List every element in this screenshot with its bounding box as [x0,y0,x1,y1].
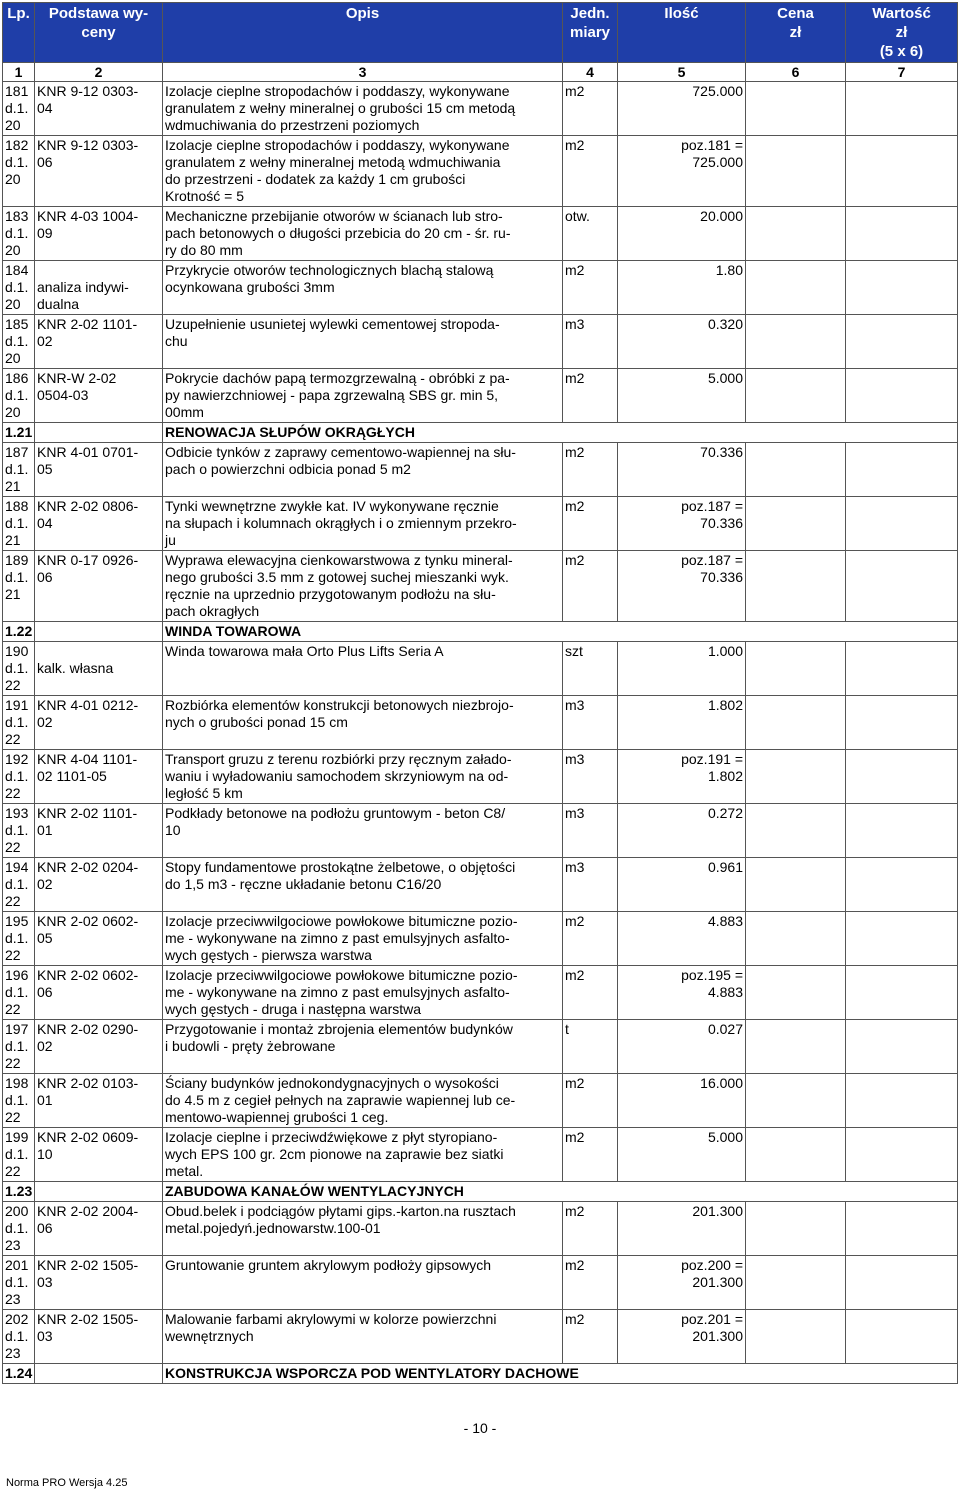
quantity: 725.000 [618,82,746,136]
item-description: Uzupełnienie usunietej wylewki cementowej stropoda- chu [163,315,563,369]
column-number-row [3,63,958,82]
unit-price [746,804,846,858]
column-number: 6 [746,63,846,82]
empty-cell [35,423,163,443]
item-number: 201 d.1. 23 [3,1256,35,1310]
total-value [846,443,958,497]
item-description: Przygotowanie i montaż zbrojenia elementów budynków i budowli - pręty żebrowane [163,1020,563,1074]
table-row [3,1202,958,1256]
table-row [3,858,958,912]
quantity: poz.181 = 725.000 [618,136,746,207]
header-qty: Ilość [618,3,746,63]
table-row [3,1256,958,1310]
unit-of-measure: m2 [563,261,618,315]
section-number: 1.22 [3,622,35,642]
item-number: 184 d.1. 20 [3,261,35,315]
table-body [3,82,958,1384]
quantity: 5.000 [618,1128,746,1182]
quantity: 1.80 [618,261,746,315]
item-number: 186 d.1. 20 [3,369,35,423]
total-value [846,82,958,136]
section-title: KONSTRUKCJA WSPORCZA POD WENTYLATORY DACHOWE [163,1364,958,1384]
item-number: 202 d.1. 23 [3,1310,35,1364]
quantity: 1.802 [618,696,746,750]
unit-price [746,136,846,207]
pricing-basis: KNR 2-02 0103- 01 [35,1074,163,1128]
column-number: 5 [618,63,746,82]
column-number: 4 [563,63,618,82]
pricing-basis: KNR 2-02 0602- 05 [35,912,163,966]
table-row [3,315,958,369]
item-number: 185 d.1. 20 [3,315,35,369]
table-row [3,750,958,804]
unit-price [746,750,846,804]
quantity: 201.300 [618,1202,746,1256]
item-number: 187 d.1. 21 [3,443,35,497]
quantity: 20.000 [618,207,746,261]
quantity: poz.191 = 1.802 [618,750,746,804]
total-value [846,642,958,696]
total-value [846,136,958,207]
quantity: 0.027 [618,1020,746,1074]
pricing-basis: KNR 2-02 1505- 03 [35,1256,163,1310]
pricing-basis: KNR 4-03 1004- 09 [35,207,163,261]
unit-price [746,551,846,622]
section-title: WINDA TOWAROWA [163,622,958,642]
table-row [3,696,958,750]
software-version: Norma PRO Wersja 4.25 [6,1477,128,1489]
unit-price [746,912,846,966]
total-value [846,207,958,261]
pricing-basis: KNR 4-04 1101- 02 1101-05 [35,750,163,804]
section-number: 1.24 [3,1364,35,1384]
unit-of-measure: m2 [563,497,618,551]
unit-price [746,1128,846,1182]
item-number: 188 d.1. 21 [3,497,35,551]
column-number: 7 [846,63,958,82]
table-row [3,207,958,261]
table-row [3,1074,958,1128]
section-number: 1.23 [3,1182,35,1202]
unit-of-measure: m2 [563,1310,618,1364]
pricing-basis: KNR 4-01 0701- 05 [35,443,163,497]
total-value [846,1128,958,1182]
unit-of-measure: m2 [563,551,618,622]
total-value [846,315,958,369]
unit-of-measure: m3 [563,858,618,912]
unit-price [746,369,846,423]
item-description: Rozbiórka elementów konstrukcji betonowych niezbrojo- nych o grubości ponad 15 cm [163,696,563,750]
item-description: Wyprawa elewacyjna cienkowarstwowa z tynku mineral- nego grubości 3.5 mm z gotowej suchej mieszanki wyk. ręcznie na uprzednio przygotowanym podłożu na słu- pach okragłych [163,551,563,622]
item-description: Izolacje przeciwwilgociowe powłokowe bitumiczne pozio- me - wykonywane na zimno z past emulsyjnych asfalto- wych gęstych - druga i następna warstwa [163,966,563,1020]
unit-of-measure: m2 [563,966,618,1020]
quantity: 4.883 [618,912,746,966]
item-description: Pokrycie dachów papą termozgrzewalną - obróbki z pa- py nawierzchniowej - papa zgrzewalną SBS gr. min 5, 00mm [163,369,563,423]
item-number: 183 d.1. 20 [3,207,35,261]
column-number: 3 [163,63,563,82]
item-description: Podkłady betonowe na podłożu gruntowym - beton C8/ 10 [163,804,563,858]
item-description: Obud.belek i podciągów płytami gips.-karton.na rusztach metal.pojedyń.jednowarstw.100-01 [163,1202,563,1256]
total-value [846,696,958,750]
pricing-basis: KNR 2-02 1101- 01 [35,804,163,858]
unit-of-measure: m2 [563,1128,618,1182]
section-row [3,1364,958,1384]
column-number: 2 [35,63,163,82]
table-row [3,912,958,966]
item-description: Tynki wewnętrzne zwykłe kat. IV wykonywane ręcznie na słupach i kolumnach okrągłych i o zmiennym przekro- ju [163,497,563,551]
item-description: Izolacje cieplne i przeciwdźwiękowe z płyt styropiano- wych EPS 100 gr. 2cm pionowe na zaprawie bez siatki metal. [163,1128,563,1182]
quantity: 1.000 [618,642,746,696]
quantity: 70.336 [618,443,746,497]
total-value [846,858,958,912]
unit-price [746,858,846,912]
table-row [3,804,958,858]
section-number: 1.21 [3,423,35,443]
total-value [846,261,958,315]
header-value: Wartość zł (5 x 6) [846,3,958,63]
pricing-basis: KNR 2-02 0290- 02 [35,1020,163,1074]
unit-of-measure: m3 [563,315,618,369]
unit-of-measure: m3 [563,696,618,750]
unit-price [746,966,846,1020]
unit-of-measure: otw. [563,207,618,261]
item-description: Winda towarowa mała Orto Plus Lifts Seria A [163,642,563,696]
pricing-basis: KNR-W 2-02 0504-03 [35,369,163,423]
item-description: Ściany budynków jednokondygnacyjnych o wysokości do 4.5 m z cegieł pełnych na zaprawie wapiennej lub ce- mentowo-wapiennej grubości 1 ceg. [163,1074,563,1128]
item-number: 181 d.1. 20 [3,82,35,136]
header-price: Cena zł [746,3,846,63]
unit-price [746,261,846,315]
item-number: 197 d.1. 22 [3,1020,35,1074]
item-description: Gruntowanie gruntem akrylowym podłoży gipsowych [163,1256,563,1310]
header-base: Podstawa wy- ceny [35,3,163,63]
table-row [3,551,958,622]
quantity: 0.961 [618,858,746,912]
empty-cell [35,1364,163,1384]
table-row [3,443,958,497]
item-description: Izolacje przeciwwilgociowe powłokowe bitumiczne pozio- me - wykonywane na zimno z past emulsyjnych asfalto- wych gęstych - pierwsza warstwa [163,912,563,966]
item-number: 198 d.1. 22 [3,1074,35,1128]
quantity: poz.187 = 70.336 [618,551,746,622]
unit-of-measure: m2 [563,136,618,207]
pricing-basis: KNR 2-02 2004- 06 [35,1202,163,1256]
unit-price [746,315,846,369]
pricing-basis: KNR 4-01 0212- 02 [35,696,163,750]
column-number: 1 [3,63,35,82]
item-number: 195 d.1. 22 [3,912,35,966]
total-value [846,1020,958,1074]
item-number: 200 d.1. 23 [3,1202,35,1256]
pricing-basis: KNR 2-02 0204- 02 [35,858,163,912]
unit-of-measure: m2 [563,1256,618,1310]
empty-cell [35,1182,163,1202]
unit-price [746,82,846,136]
unit-of-measure: m3 [563,804,618,858]
pricing-basis: KNR 2-02 0609- 10 [35,1128,163,1182]
unit-price [746,696,846,750]
item-description: Stopy fundamentowe prostokątne żelbetowe, o objętości do 1,5 m3 - ręczne układanie betonu C16/20 [163,858,563,912]
unit-price [746,1310,846,1364]
header-desc: Opis [163,3,563,63]
unit-price [746,1074,846,1128]
quantity: 5.000 [618,369,746,423]
section-row [3,1182,958,1202]
table-row [3,136,958,207]
quantity: 0.272 [618,804,746,858]
pricing-basis: KNR 2-02 1101- 02 [35,315,163,369]
total-value [846,750,958,804]
item-description: Izolacje cieplne stropodachów i poddaszy, wykonywane granulatem z wełny mineralnej metodą wdmuchiwania do przestrzeni - dodatek za każdy 1 cm grubości Krotność = 5 [163,136,563,207]
pricing-basis: KNR 2-02 1505- 03 [35,1310,163,1364]
section-title: ZABUDOWA KANAŁÓW WENTYLACYJNYCH [163,1182,958,1202]
table-row [3,82,958,136]
quantity: 16.000 [618,1074,746,1128]
quantity: poz.201 = 201.300 [618,1310,746,1364]
table-row [3,1310,958,1364]
table-row [3,1020,958,1074]
total-value [846,497,958,551]
header-lp: Lp. [3,3,35,63]
total-value [846,804,958,858]
unit-of-measure: m3 [563,750,618,804]
pricing-basis: KNR 9-12 0303- 04 [35,82,163,136]
pricing-basis: KNR 2-02 0806- 04 [35,497,163,551]
table-row [3,497,958,551]
pricing-basis: KNR 0-17 0926- 06 [35,551,163,622]
item-description: Mechaniczne przebijanie otworów w ścianach lub stro- pach betonowych o długości przebicia do 20 cm - śr. ru- ry do 80 mm [163,207,563,261]
total-value [846,551,958,622]
unit-price [746,443,846,497]
total-value [846,1256,958,1310]
quantity: poz.200 = 201.300 [618,1256,746,1310]
unit-of-measure: m2 [563,443,618,497]
header-unit: Jedn. miary [563,3,618,63]
item-number: 193 d.1. 22 [3,804,35,858]
item-description: Transport gruzu z terenu rozbiórki przy ręcznym załado- waniu i wyładowaniu samochodem skrzyniowym na od- ległość 5 km [163,750,563,804]
table-row [3,966,958,1020]
quantity: poz.195 = 4.883 [618,966,746,1020]
section-row [3,622,958,642]
unit-of-measure: m2 [563,912,618,966]
pricing-basis: KNR 9-12 0303- 06 [35,136,163,207]
item-description: Malowanie farbami akrylowymi w kolorze powierzchni wewnętrznych [163,1310,563,1364]
item-description: Przykrycie otworów technologicznych blachą stalową ocynkowana grubości 3mm [163,261,563,315]
total-value [846,912,958,966]
pricing-basis: KNR 2-02 0602- 06 [35,966,163,1020]
cost-estimate-table [2,2,958,1384]
item-number: 199 d.1. 22 [3,1128,35,1182]
table-row [3,369,958,423]
unit-of-measure: m2 [563,82,618,136]
item-number: 182 d.1. 20 [3,136,35,207]
item-description: Izolacje cieplne stropodachów i poddaszy, wykonywane granulatem z wełny mineralnej o grubości 15 cm metodą wdmuchiwania do przestrzeni poziomych [163,82,563,136]
unit-price [746,1256,846,1310]
item-description: Odbicie tynków z zaprawy cementowo-wapiennej na słu- pach o powierzchni odbicia ponad 5 m2 [163,443,563,497]
quantity: 0.320 [618,315,746,369]
quantity: poz.187 = 70.336 [618,497,746,551]
unit-price [746,1202,846,1256]
unit-price [746,642,846,696]
total-value [846,1202,958,1256]
item-number: 192 d.1. 22 [3,750,35,804]
item-number: 196 d.1. 22 [3,966,35,1020]
unit-price [746,1020,846,1074]
item-number: 194 d.1. 22 [3,858,35,912]
section-row [3,423,958,443]
pricing-basis: analiza indywi- dualna [35,261,163,315]
item-number: 189 d.1. 21 [3,551,35,622]
unit-of-measure: m2 [563,1074,618,1128]
total-value [846,966,958,1020]
unit-of-measure: szt [563,642,618,696]
empty-cell [35,622,163,642]
pricing-basis: kalk. własna [35,642,163,696]
section-title: RENOWACJA SŁUPÓW OKRĄGŁYCH [163,423,958,443]
table-row [3,642,958,696]
item-number: 191 d.1. 22 [3,696,35,750]
item-number: 190 d.1. 22 [3,642,35,696]
page-number: - 10 - [463,1420,497,1436]
unit-price [746,207,846,261]
total-value [846,1074,958,1128]
unit-of-measure: m2 [563,369,618,423]
total-value [846,369,958,423]
unit-of-measure: t [563,1020,618,1074]
table-row [3,261,958,315]
total-value [846,1310,958,1364]
unit-of-measure: m2 [563,1202,618,1256]
table-row [3,1128,958,1182]
unit-price [746,497,846,551]
header-row [3,3,958,63]
